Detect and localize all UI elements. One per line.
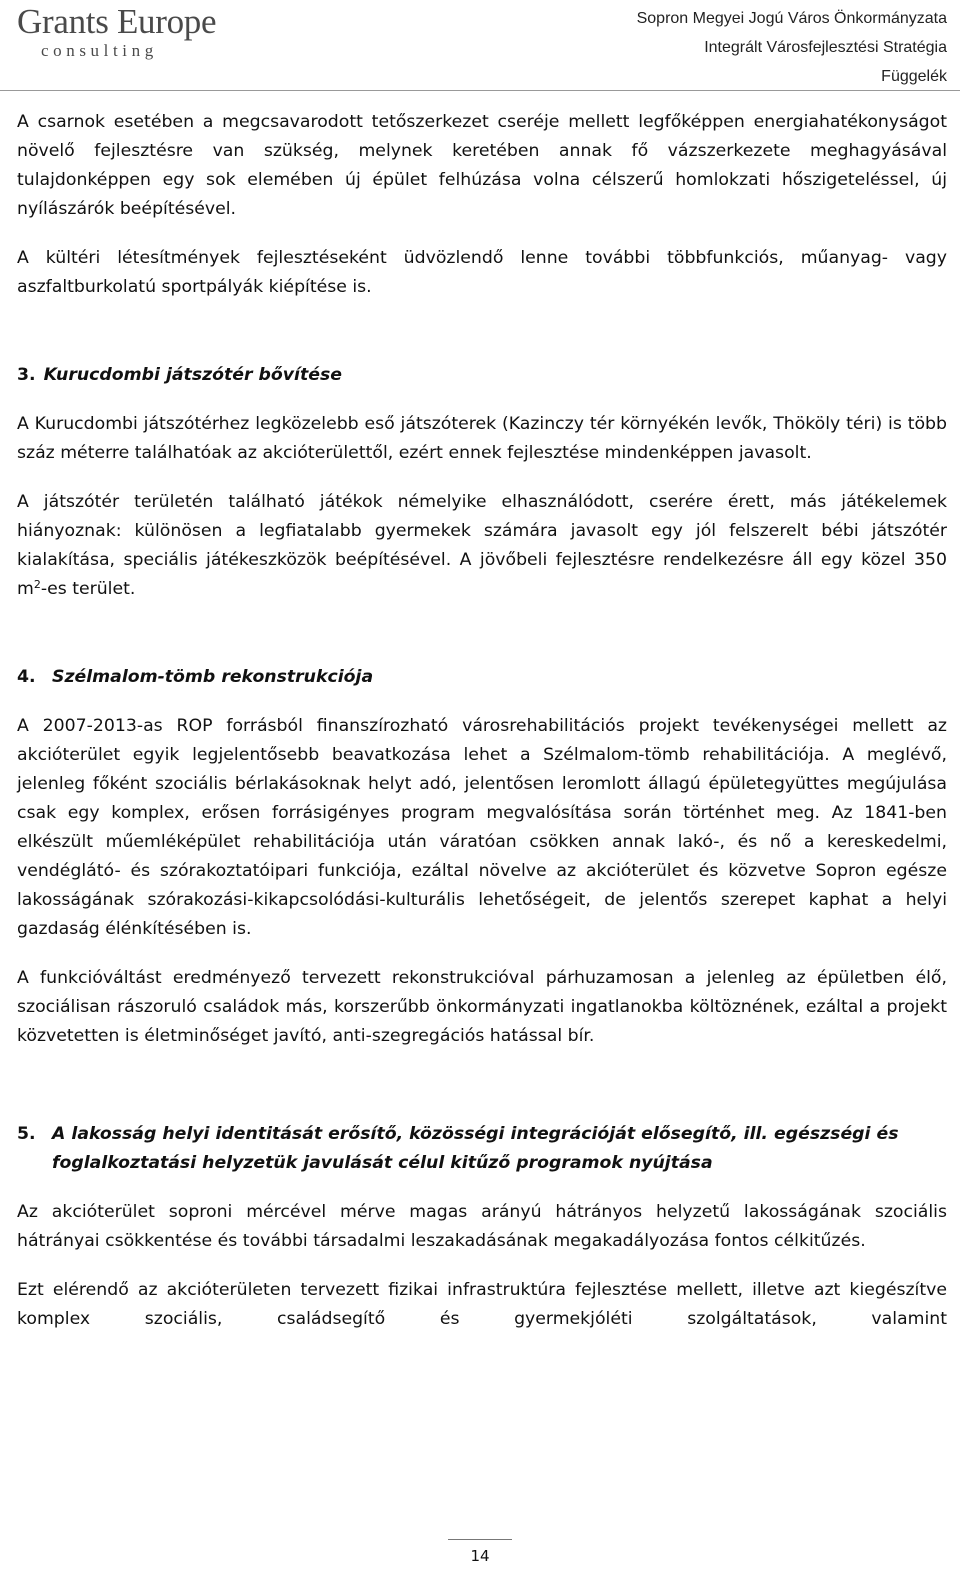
section-title: Szélmalom-tömb rekonstrukciója — [52, 667, 374, 687]
paragraph-text: A játszótér területén található játékok némelyike elhasználódott, cserére érett, más játékelemek hiányoznak: különösen a legfiatalabb gyermekek számára javasolt egy jól felszerelt bébi játszótér kialakítása, speciális játékeszközök beépítésével. A jövőbeli fejlesztésre rendelkezésre áll egy közel 350 m — [17, 492, 947, 599]
header-titles — [637, 4, 947, 91]
grants-europe-logo — [17, 2, 216, 60]
header-organization: Sopron Megyei Jogú Város Önkormányzata — [636, 10, 947, 27]
section-heading-3 — [17, 361, 947, 390]
paragraph-jatszoter-2 — [17, 488, 947, 604]
section-number: 3. — [17, 365, 36, 385]
header-divider — [0, 90, 960, 91]
logo-tagline: consulting — [41, 41, 158, 60]
footer-divider — [448, 1539, 512, 1540]
section-number: 5. — [17, 1124, 36, 1144]
superscript: 2 — [33, 578, 41, 591]
paragraph-szelmalom-1: A 2007-2013-as ROP forrásból finanszírozható városrehabilitációs projekt tevékenységei mellett az akcióterület egyik legjelentősebb beavatkozása lehet a Szélmalom-tömb rehabilitációja. A meglévő, jelenleg főként szociális bérlakásoknak helyt adó, jelentősen leromlott állagú épületegyüttes megújulása csak egy komplex, erősen forrásigényes program megvalósítása során történhet meg. Az 1841-ben elkészült műemléképület rehabilitációja után váratóan csökken annak lakó-, és nő a kereskedelmi, vendéglátó- és szórakoztatóipari funkciója, ezáltal növelve az akcióterület és közvetve Sopron egésze lakosságának szórakozási-kikapcsolódási-kulturális lehetőségeit, de jelentős szerepet kaphat a helyi gazdaság élénkítésében is. — [17, 716, 947, 939]
page-body — [17, 108, 947, 1354]
section-title: A lakosság helyi identitását erősítő, közösségi integrációját elősegítő, ill. egészségi és foglalkoztatási helyzetük javulását célul kitűző programok nyújtása — [52, 1124, 899, 1173]
section-title: Kurucdombi játszótér bővítése — [43, 365, 342, 385]
paragraph-jatszoter-1: A Kurucdombi játszótérhez legközelebb eső játszóterek (Kazinczy tér környékén levők, Thököly téri) is több száz méterre találhatóak az akcióterülettől, ezért ennek fejlesztése mindenképpen javasolt. — [17, 414, 947, 463]
section-heading-5 — [17, 1120, 947, 1178]
paragraph-kulteri: A kültéri létesítmények fejlesztéseként üdvözlendő lenne további többfunkciós, műanyag- vagy aszfaltburkolatú sportpályák kiépítése is. — [17, 248, 947, 297]
paragraph-lakossag-1: Az akcióterület soproni mércével mérve magas arányú hátrányos helyzetű lakosságának szociális hátrányai csökkentése és további társadalmi leszakadásának megakadályozása fontos célkitűzés. — [17, 1202, 947, 1251]
paragraph-text-end: -es terület. — [40, 579, 136, 599]
paragraph-lakossag-2: Ezt elérendő az akcióterületen tervezett fizikai infrastruktúra fejlesztése mellett, illetve azt kiegészítve komplex szociális, családsegítő és gyermekjóléti szolgáltatások, valamint — [17, 1280, 947, 1329]
logo-wordmark: Grants Europe — [17, 2, 217, 41]
header-document-title: Integrált Városfejlesztési Stratégia — [704, 39, 947, 56]
header-section: Függelék — [881, 68, 947, 85]
section-number: 4. — [17, 667, 36, 687]
paragraph-csarnok: A csarnok esetében a megcsavarodott tetőszerkezet cseréje mellett legfőképpen energiahatékonyságot növelő fejlesztésre van szükség, melynek keretében annak fő vázszerkezete meghagyásával tulajdonképpen egy sok elemében új épület felhúzása volna célszerű homlokzati hőszigeteléssel, új nyílászárók beépítésével. — [17, 112, 947, 219]
page-header — [0, 0, 960, 92]
section-heading-4 — [17, 663, 947, 692]
paragraph-szelmalom-2: A funkcióváltást eredményező tervezett rekonstrukcióval párhuzamosan a jelenleg az épületben élő, szociálisan rászoruló családok más, korszerűbb önkormányzati ingatlanokba költöznének, ezáltal a projekt közvetetten is életminőséget javító, anti-szegregációs hatással bír. — [17, 968, 947, 1046]
page-number: 14 — [470, 1547, 490, 1565]
